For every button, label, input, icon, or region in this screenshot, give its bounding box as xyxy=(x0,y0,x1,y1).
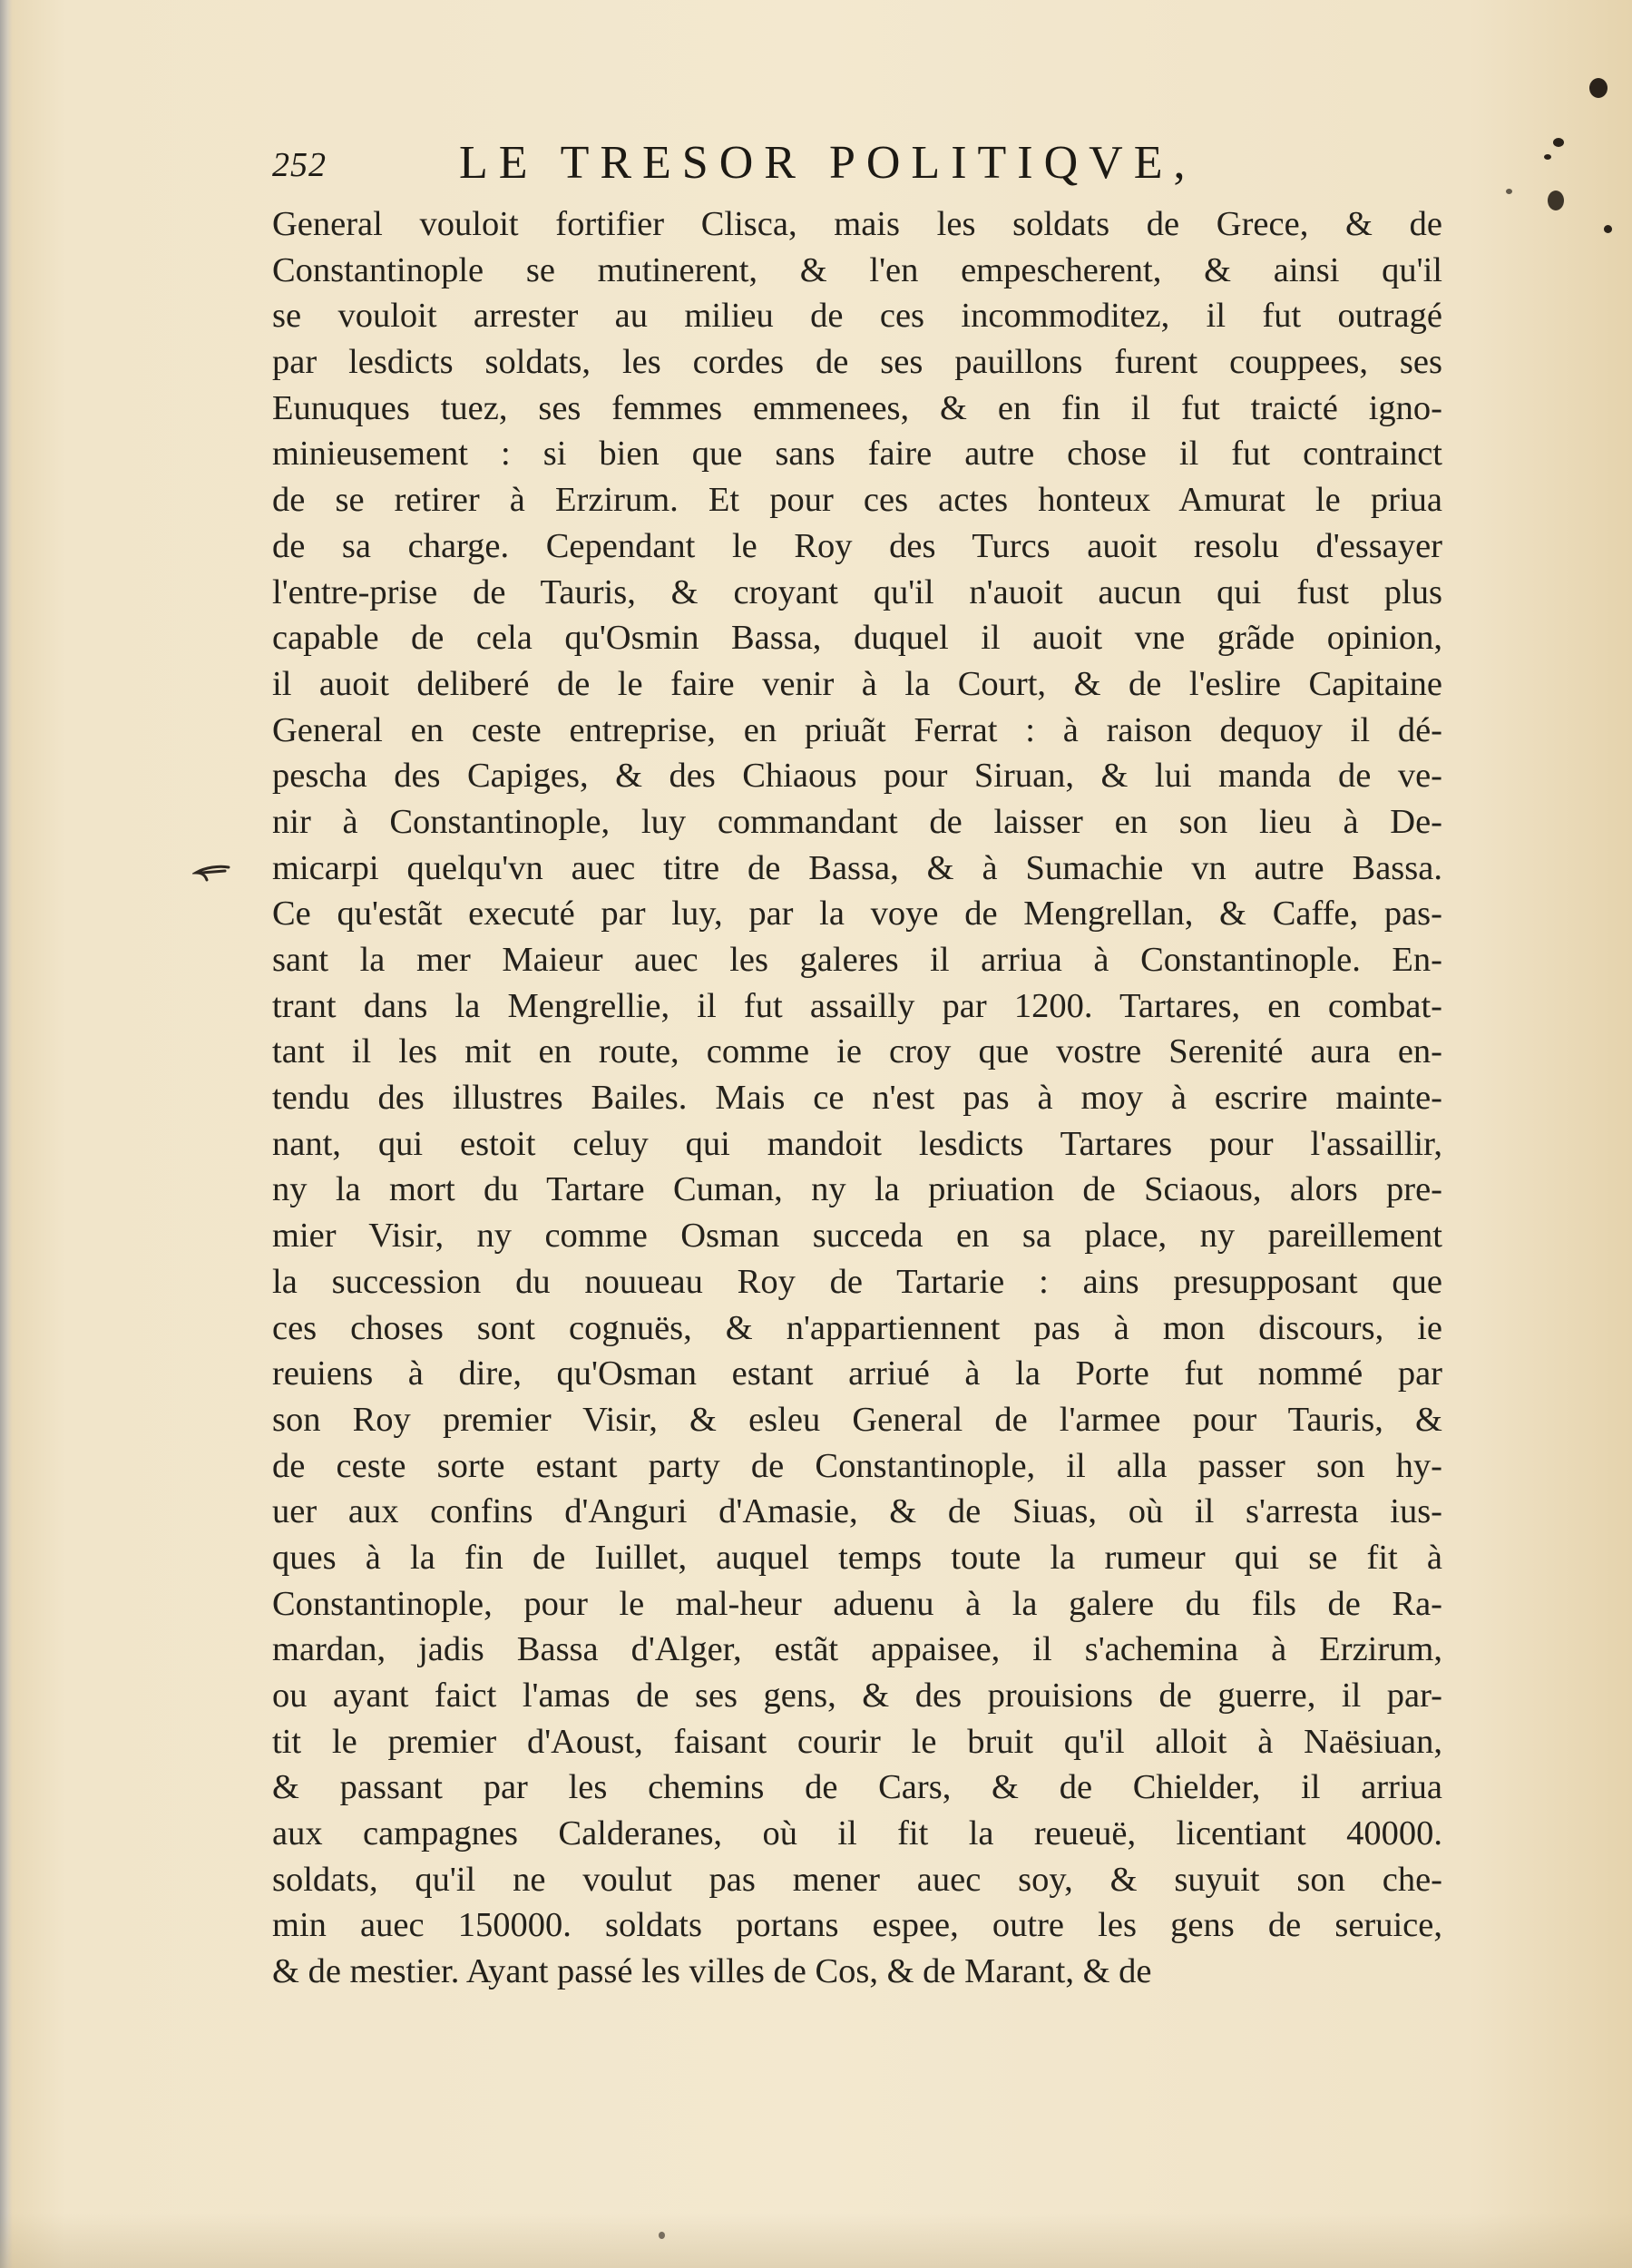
text-line: mier Visir, ny comme Osman succeda en sa place, ny pareillement xyxy=(272,1217,1442,1256)
ink-blot xyxy=(659,2232,665,2239)
text-line: nant, qui estoit celuy qui mandoit lesdicts Tartares pour l'assaillir, xyxy=(272,1124,1442,1163)
text-line: la succession du nouueau Roy de Tartarie : ains presupposant que xyxy=(272,1262,1442,1301)
text-line: ces choses sont cognuës, & n'appartiennent pas à mon discours, ie xyxy=(272,1308,1442,1347)
text-line: General en ceste entreprise, en priuãt Ferrat : à raison dequoy il dé- xyxy=(272,710,1442,749)
text-line: ny la mort du Tartare Cuman, ny la priuation de Sciaous, alors pre- xyxy=(272,1170,1442,1209)
ink-blot xyxy=(1553,138,1564,147)
text-line: Eunuques tuez, ses femmes emmenees, & en fin il fut traicté igno- xyxy=(272,388,1442,427)
text-line: & de mestier. Ayant passé les villes de Cos, & de Marant, & de xyxy=(272,1952,1152,1991)
text-line: Ce qu'estãt executé par luy, par la voye de Mengrellan, & Caffe, pas- xyxy=(272,894,1442,934)
text-line: minieusement : si bien que sans faire autre chose il fut contrainct xyxy=(272,435,1442,474)
text-line: tit le premier d'Aoust, faisant courir le bruit qu'il alloit à Naësiuan, xyxy=(272,1722,1442,1761)
text-line: mardan, jadis Bassa d'Alger, estãt appaisee, il s'achemina à Erzirum, xyxy=(272,1630,1442,1669)
text-line: pescha des Capiges, & des Chiaous pour Siruan, & lui manda de ve- xyxy=(272,757,1442,796)
text-line: trant dans la Mengrellie, il fut assailly par 1200. Tartares, en combat- xyxy=(272,986,1442,1025)
text-line: se vouloit arrester au milieu de ces incommoditez, il fut outragé xyxy=(272,297,1442,336)
text-line: ou ayant faict l'amas de ses gens, & des prouisions de guerre, il par- xyxy=(272,1677,1442,1715)
ink-blot xyxy=(1604,225,1612,233)
page-gutter-shadow xyxy=(0,0,13,2268)
text-line: sant la mer Maieur auec les galeres il arriua à Constantinople. En- xyxy=(272,941,1442,979)
text-line: ques à la fin de Iuillet, auquel temps toute la rumeur qui se fit à xyxy=(272,1538,1442,1577)
text-line: soldats, qu'il ne voulut pas mener auec soy, & suyuit son che- xyxy=(272,1860,1442,1899)
text-line: nir à Constantinople, luy commandant de laisser en son lieu à De- xyxy=(272,802,1442,841)
text-line: min auec 150000. soldats portans espee, outre les gens de seruice, xyxy=(272,1906,1442,1945)
text-line: General vouloit fortifier Clisca, mais les soldats de Grece, & de xyxy=(272,205,1442,243)
text-line: micarpi quelqu'vn auec titre de Bassa, & à Sumachie vn autre Bassa. xyxy=(272,848,1442,887)
text-line: il auoit deliberé de le faire venir à la Court, & de l'eslire Capitaine xyxy=(272,664,1442,703)
text-line: de se retirer à Erzirum. Et pour ces actes honteux Amurat le priua xyxy=(272,481,1442,520)
text-line: Constantinople se mutinerent, & l'en empescherent, & ainsi qu'il xyxy=(272,250,1442,289)
text-line: uer aux confins d'Anguri d'Amasie, & de Siuas, où il s'arresta ius- xyxy=(272,1492,1442,1531)
ink-blot xyxy=(1506,189,1512,194)
text-line: aux campagnes Calderanes, où il fit la reueuë, licentiant 40000. xyxy=(272,1814,1442,1853)
running-title: LE TRESOR POLITIQVE, xyxy=(459,137,1197,189)
text-line: reuiens à dire, qu'Osman estant arriué à la Porte fut nommé par xyxy=(272,1354,1442,1393)
text-line: de ceste sorte estant party de Constantinople, il alla passer son hy- xyxy=(272,1446,1442,1485)
text-line: & passant par les chemins de Cars, & de Chielder, il arriua xyxy=(272,1768,1442,1807)
text-line: de sa charge. Cependant le Roy des Turcs auoit resolu d'essayer xyxy=(272,526,1442,565)
body-text xyxy=(272,201,1442,1995)
text-line: tant il les mit en route, comme ie croy que vostre Serenité aura en- xyxy=(272,1032,1442,1071)
text-line: tendu des illustres Bailes. Mais ce n'est pas à moy à escrire mainte- xyxy=(272,1079,1442,1118)
page-bottom-shadow xyxy=(0,2214,1632,2268)
marginal-pointer-icon xyxy=(192,862,232,884)
ink-blot xyxy=(1548,191,1564,210)
text-line: par lesdicts soldats, les cordes de ses pauillons furent couppees, ses xyxy=(272,343,1442,382)
page-number: 252 xyxy=(272,146,327,184)
text-line: Constantinople, pour le mal-heur aduenu à la galere du fils de Ra- xyxy=(272,1584,1442,1623)
text-line: l'entre-prise de Tauris, & croyant qu'il n'auoit aucun qui fust plus xyxy=(272,572,1442,611)
ink-blot xyxy=(1544,154,1551,160)
page-header xyxy=(272,136,1451,191)
ink-blot xyxy=(1589,78,1608,98)
text-line: son Roy premier Visir, & esleu General de l'armee pour Tauris, & xyxy=(272,1400,1442,1439)
text-line: capable de cela qu'Osmin Bassa, duquel il auoit vne grãde opinion, xyxy=(272,619,1442,658)
